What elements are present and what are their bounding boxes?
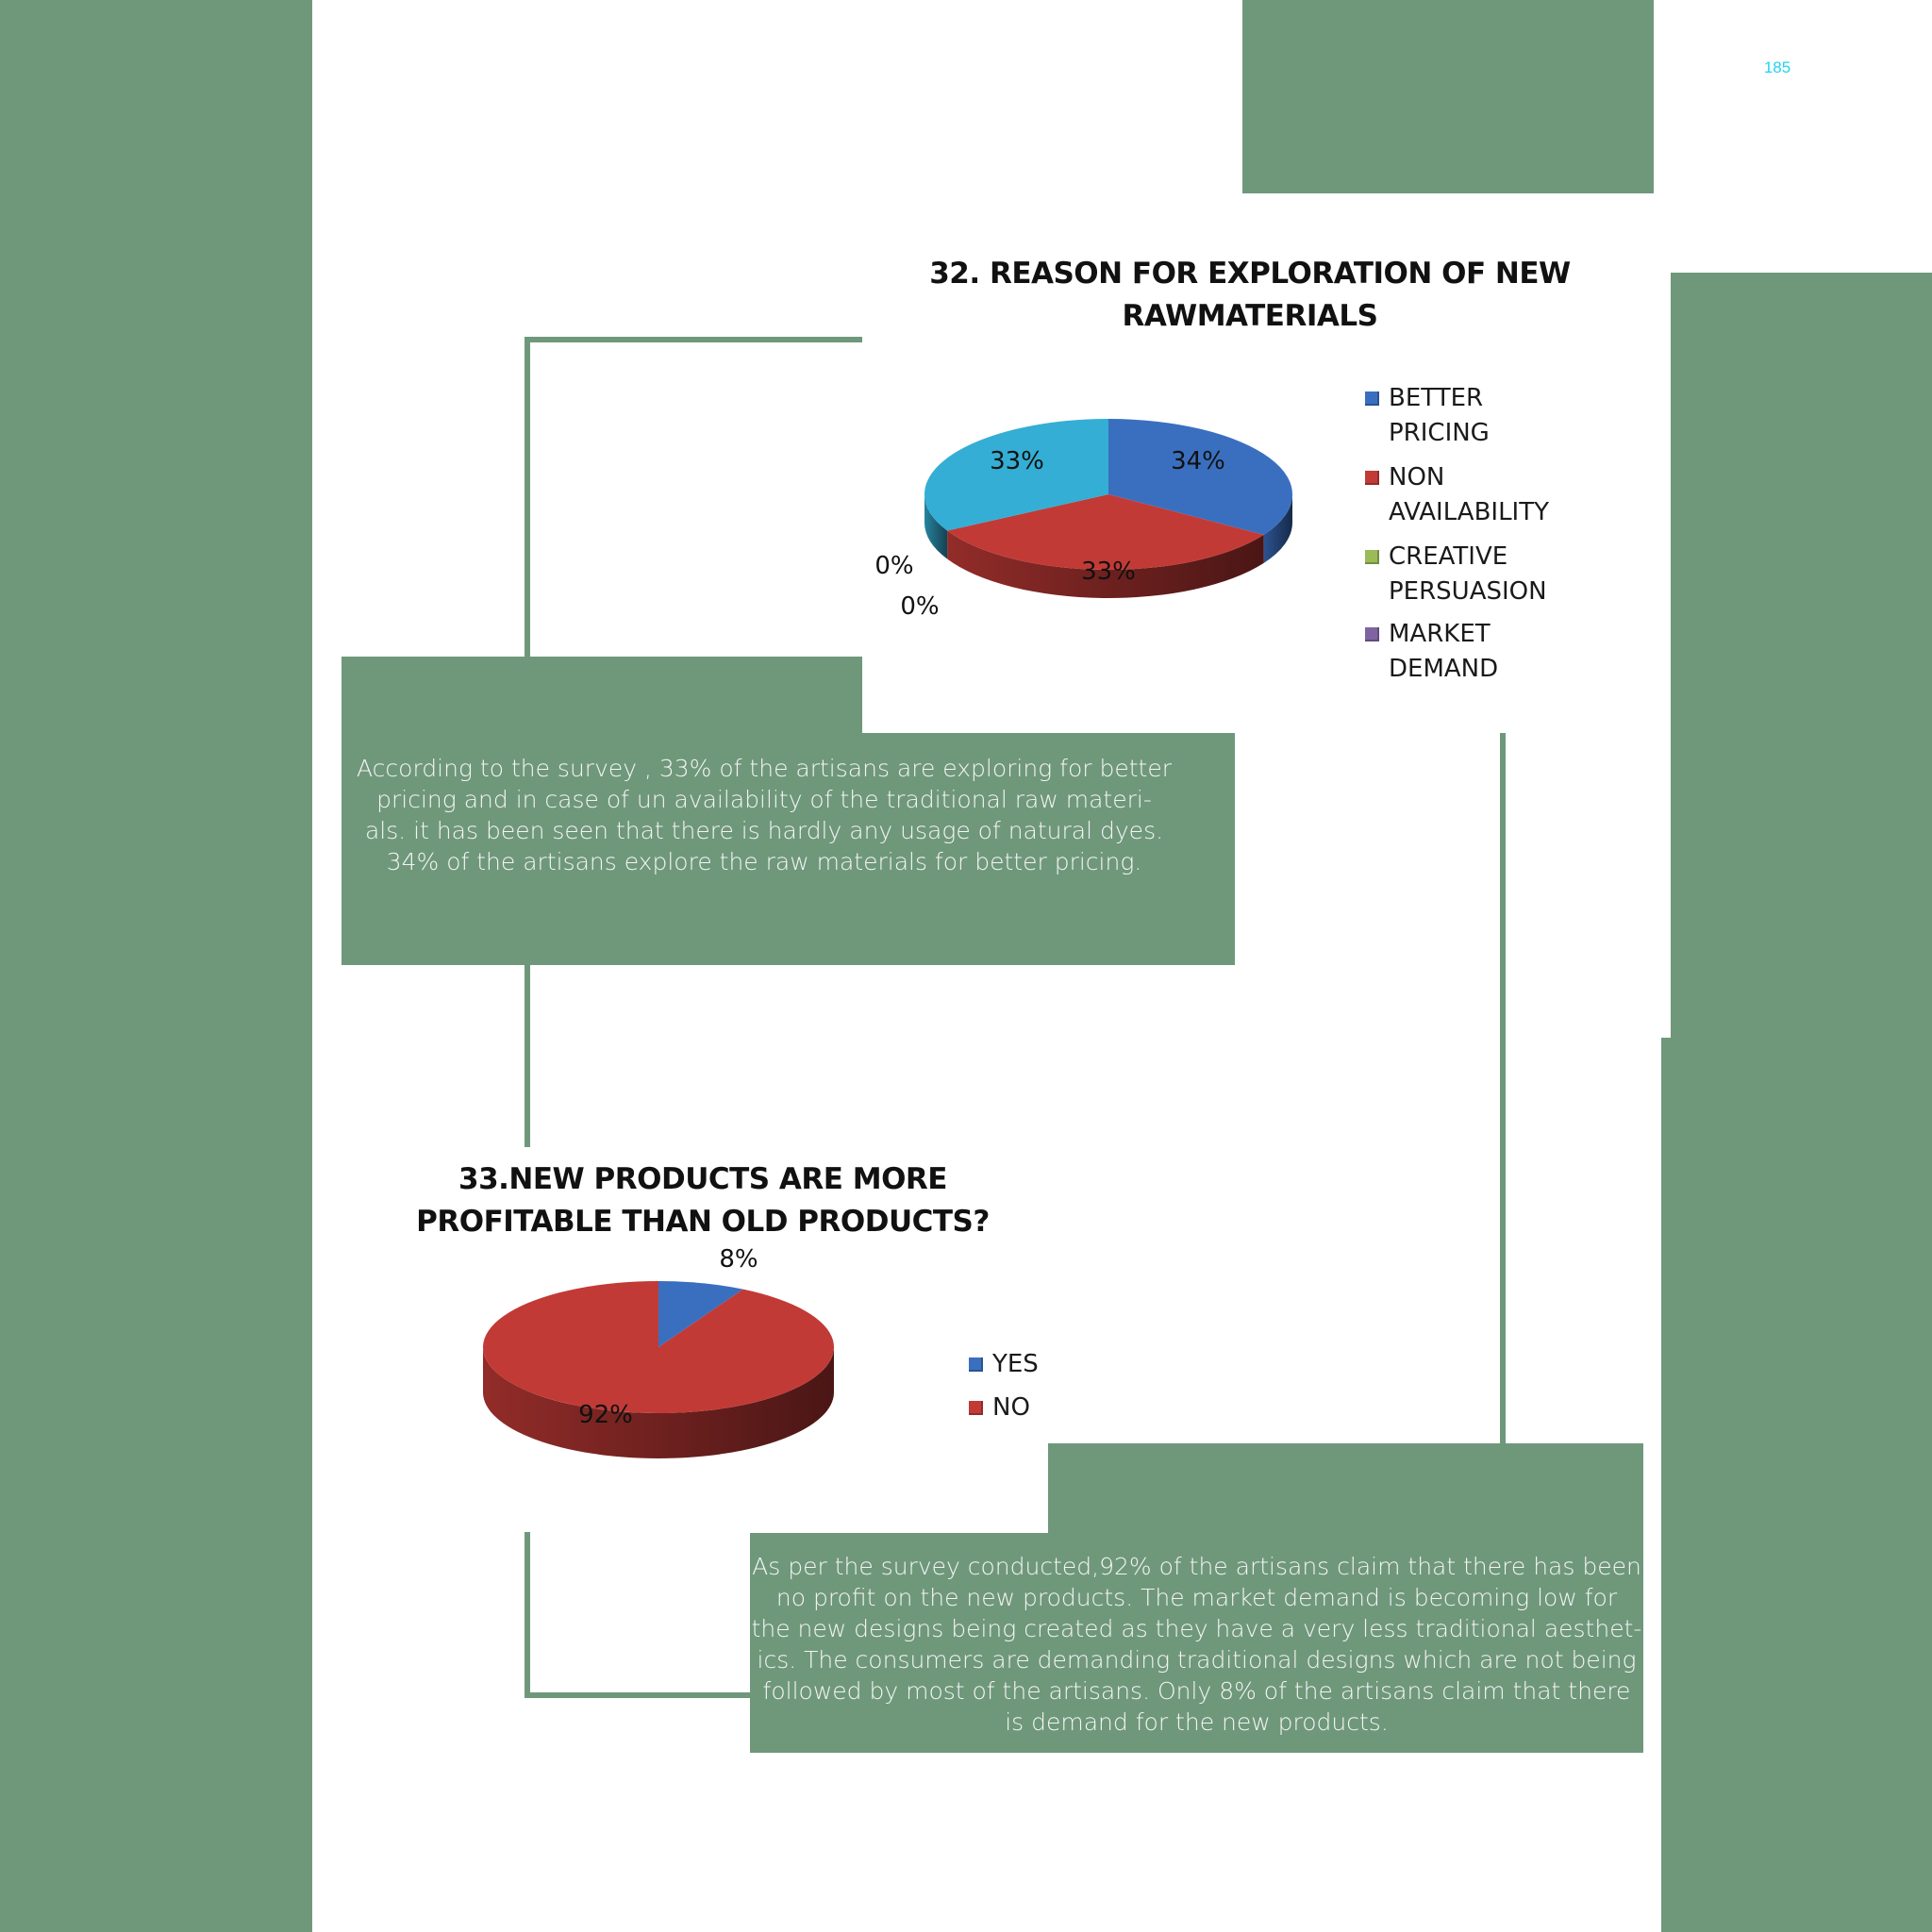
description-1-line: According to the survey , 33% of the artisans are exploring for better xyxy=(357,755,1172,782)
chart-2-title xyxy=(415,1158,991,1243)
chart-1-title xyxy=(906,253,1594,338)
description-box-2-tab xyxy=(1048,1443,1643,1538)
pie-value-label: 33% xyxy=(990,447,1044,475)
description-2-line: no profit on the new products. The market demand is becoming low for xyxy=(775,1584,1618,1611)
description-2-line: As per the survey conducted,92% of the artisans claim that there has been xyxy=(752,1553,1641,1580)
legend-swatch xyxy=(1365,627,1379,641)
legend-label: MARKET DEMAND xyxy=(1389,620,1499,683)
description-2 xyxy=(750,1551,1643,1738)
legend-swatch xyxy=(1365,550,1379,564)
connector-line-bottom xyxy=(525,1692,751,1698)
description-2-line: is demand for the new products. xyxy=(1005,1708,1389,1736)
description-1-line: 34% of the artisans explore the raw materials for better pricing. xyxy=(386,848,1142,875)
legend-item xyxy=(1365,540,1547,609)
legend-swatch xyxy=(969,1401,983,1415)
pie-value-label: 92% xyxy=(578,1401,633,1429)
pie-value-label: 34% xyxy=(1171,447,1225,475)
connector-line-top xyxy=(525,337,862,342)
legend-label: NO xyxy=(992,1393,1030,1422)
description-1-line: pricing and in case of un availability of the traditional raw materi- xyxy=(376,786,1152,813)
connector-line-left-middle xyxy=(525,962,530,1147)
legend-item xyxy=(1365,381,1490,451)
pie-slice-no xyxy=(483,1281,834,1413)
legend-item xyxy=(1365,460,1549,530)
connector-line-right xyxy=(1500,733,1506,1445)
top-right-block xyxy=(1242,0,1654,193)
left-border-band xyxy=(0,0,312,1932)
legend-swatch xyxy=(969,1357,983,1372)
chart-2-title-line: 33.NEW PRODUCTS ARE MORE xyxy=(458,1162,947,1196)
right-border-band-lower xyxy=(1661,1038,1680,1932)
legend-label: CREATIVE PERSUASION xyxy=(1389,542,1547,606)
pie-value-label: 8% xyxy=(719,1245,758,1274)
description-2-line: ics. The consumers are demanding traditional designs which are not being xyxy=(757,1646,1637,1674)
legend-label: YES xyxy=(992,1350,1039,1378)
legend-label: BETTER PRICING xyxy=(1389,384,1490,447)
page-number: 185 xyxy=(1763,58,1791,76)
description-1 xyxy=(341,753,1187,877)
legend-item xyxy=(1365,617,1498,687)
legend-swatch xyxy=(1365,391,1379,406)
pie-value-label: 0% xyxy=(900,592,940,621)
legend-swatch xyxy=(1365,471,1379,485)
chart-1-pie xyxy=(849,396,1340,660)
connector-line-left-top xyxy=(525,337,530,658)
pie-value-label: 0% xyxy=(874,552,914,580)
legend-label: NON AVAILABILITY xyxy=(1389,463,1549,526)
connector-line-left-bottom xyxy=(525,1532,530,1697)
chart-2-pie xyxy=(453,1245,887,1509)
legend-item xyxy=(969,1347,1039,1382)
chart-1-title-line: RAWMATERIALS xyxy=(1122,299,1378,333)
description-box-1-tab xyxy=(341,657,862,736)
chart-2-title-line: PROFITABLE THAN OLD PRODUCTS? xyxy=(416,1205,990,1239)
legend-item xyxy=(969,1391,1030,1425)
description-2-line: the new designs being created as they have a very less traditional aesthet- xyxy=(751,1615,1642,1642)
right-border-band xyxy=(1671,273,1932,1932)
pie-value-label: 33% xyxy=(1081,558,1136,586)
description-1-line: als. it has been seen that there is hardly any usage of natural dyes. xyxy=(364,817,1164,844)
chart-1-title-line: 32. REASON FOR EXPLORATION OF NEW xyxy=(929,257,1571,291)
description-2-line: followed by most of the artisans. Only 8% of the artisans claim that there xyxy=(762,1677,1631,1705)
